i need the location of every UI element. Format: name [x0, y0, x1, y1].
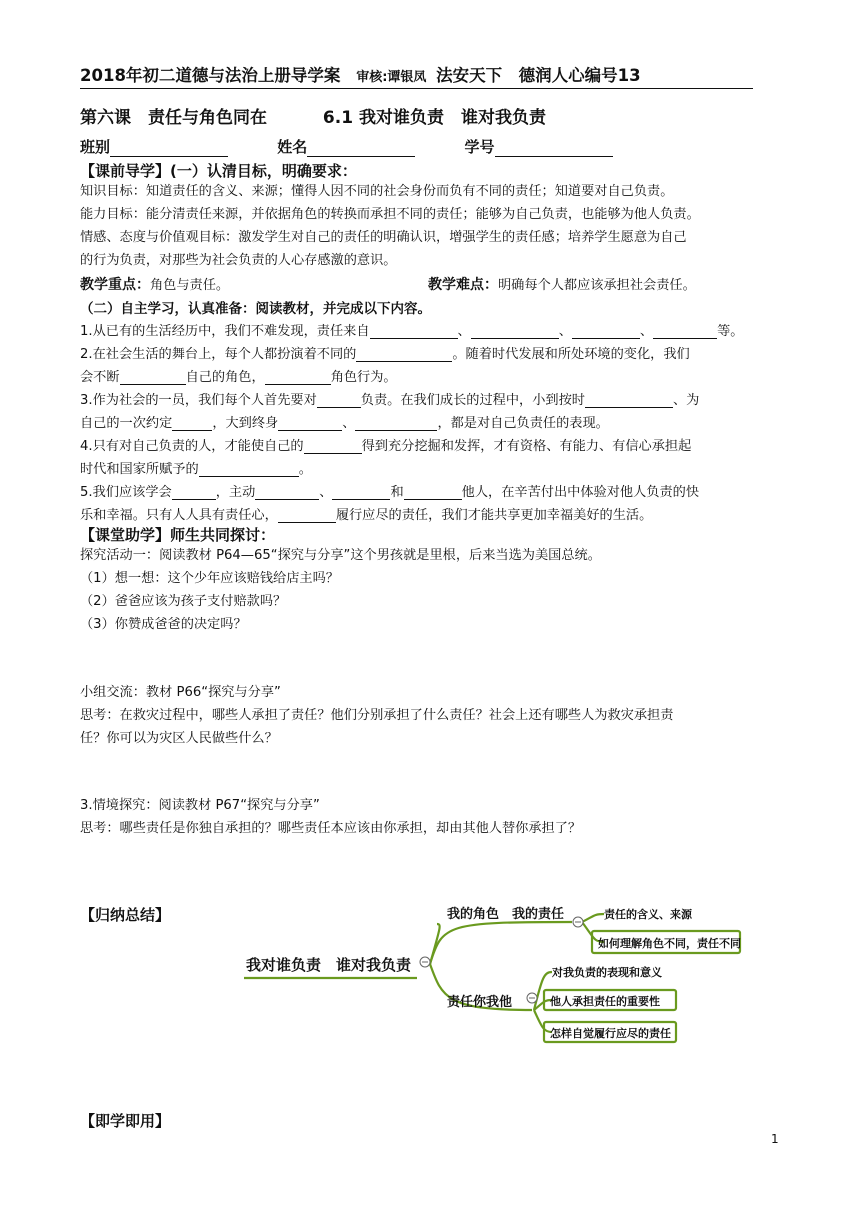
difficulty-label: 教学难点： — [428, 277, 498, 293]
difficulty-point — [428, 274, 696, 294]
q5-text-e: 乐和幸福。只有人人具有责任心， — [80, 508, 278, 523]
question-3-line-1 — [80, 389, 699, 408]
name-label: 姓名 — [277, 138, 308, 156]
preview-heading: 【课前导学】(一）认清目标，明确要求： — [80, 162, 357, 180]
q4-blank-1[interactable] — [304, 439, 362, 454]
mm-branch1: 我的角色 我的责任 — [447, 907, 565, 922]
section-name: 6.1 我对谁负责 谁对我负责 — [322, 108, 546, 128]
difficulty-value: 明确每个人都应该承担社会责任。 — [498, 278, 696, 293]
question-4-line-1 — [80, 435, 691, 454]
activity-1-q3: （3）你赞成爸爸的决定吗？ — [80, 617, 247, 632]
classroom-heading: 【课堂助学】师生共同探讨： — [80, 526, 276, 544]
q4-text-c: 时代和国家所赋予的 — [80, 462, 199, 477]
q2-blank-1[interactable] — [356, 347, 452, 362]
b1-link-1 — [582, 914, 604, 922]
knowledge-goal: 知识目标：知道责任的含义、来源；懂得人因不同的社会身份而负有不同的责任；知道要对自己负责。 — [80, 184, 674, 199]
q3-blank-3[interactable] — [172, 416, 212, 431]
q2-text-d: 自己的角色， — [185, 370, 265, 385]
q5-blank-1[interactable] — [172, 485, 216, 500]
q1-blank-2[interactable] — [471, 324, 559, 339]
q4-text-a: 4.只有对自己负责的人，才能使自己的 — [80, 439, 304, 454]
id-blank[interactable] — [495, 141, 613, 157]
mm-b2-leaf1: 对我负责的表现和意义 — [552, 966, 662, 979]
q3-text-d: 自己的一次约定 — [80, 416, 173, 431]
q1-sep-3: 、 — [639, 324, 654, 339]
mm-b2-leaf2: 他人承担责任的重要性 — [550, 995, 660, 1008]
mm-b2-leaf3: 怎样自觉履行应尽的责任 — [550, 1027, 671, 1040]
q1-blank-1[interactable] — [370, 324, 458, 339]
q3-blank-1[interactable] — [317, 393, 361, 408]
q4-text-d: 。 — [298, 462, 312, 477]
doc-header — [80, 62, 641, 86]
student-fields — [80, 136, 613, 157]
header-motto: 法安天下 德润人心 — [436, 66, 585, 85]
question-5-line-1 — [80, 481, 699, 500]
id-label: 学号 — [464, 138, 495, 156]
root-to-branch1 — [430, 922, 572, 964]
q3-blank-5[interactable] — [355, 416, 437, 431]
q3-text-f: ，都是对自己负责任的表现。 — [437, 416, 609, 431]
header-number: 编号13 — [584, 66, 641, 85]
q5-text-a: 5.我们应该学会 — [80, 485, 172, 500]
class-label: 班别 — [80, 138, 111, 156]
q2-blank-3[interactable] — [265, 370, 331, 385]
q2-blank-2[interactable] — [120, 370, 186, 385]
q5-text-f: 履行应尽的责任，我们才能共享更加幸福美好的生活。 — [335, 508, 653, 523]
q3-sep: 、 — [342, 416, 356, 431]
q3-text-b: 负责。在我们成长的过程中，小到按时 — [360, 393, 585, 408]
q3-blank-2[interactable] — [585, 393, 673, 408]
apply-heading: 【即学即用】 — [80, 1112, 171, 1130]
page-number: 1 — [771, 1132, 779, 1146]
q5-sep: 、 — [319, 485, 333, 500]
ability-goal: 能力目标：能分清责任来源，并依据角色的转换而承担不同的责任；能够为自己负责，也能够为他人负责。 — [80, 207, 700, 222]
header-title: 2018年初二道德与法治上册导学案 — [80, 66, 341, 85]
class-blank[interactable] — [110, 141, 228, 157]
self-study-heading: （二）自主学习，认真准备：阅读教材，并完成以下内容。 — [80, 301, 431, 317]
question-2-line-1 — [80, 343, 690, 362]
q5-text-d: 他人，在辛苦付出中体验对他人负责的快 — [461, 485, 700, 500]
q1-blank-3[interactable] — [572, 324, 640, 339]
key-point — [80, 274, 229, 294]
summary-heading: 【归纳总结】 — [80, 906, 171, 924]
header-reviewer: 审核:谭银凤 — [356, 70, 427, 85]
q5-text-c: 和 — [390, 485, 404, 500]
lesson-title — [80, 103, 546, 128]
q1-sep-1: 、 — [457, 324, 471, 339]
lesson-name: 第六课 责任与角色同在 — [80, 108, 267, 128]
q4-text-b: 得到充分挖掘和发挥，才有资格、有能力、有信心承担起 — [361, 439, 692, 454]
q1-blank-4[interactable] — [653, 324, 717, 339]
activity-1-q1: （1）想一想：这个少年应该赔钱给店主吗？ — [80, 571, 339, 586]
mm-branch2: 责任你我他 — [447, 995, 513, 1010]
q5-blank-5[interactable] — [278, 508, 336, 523]
group-exchange: 小组交流：教材 P66“探究与分享” — [80, 685, 281, 700]
q2-text-c: 会不断 — [80, 370, 120, 385]
q2-text-a: 2.在社会生活的舞台上，每个人都扮演着不同的 — [80, 347, 357, 362]
scenario: 3.情境探究：阅读教材 P67“探究与分享” — [80, 798, 320, 813]
q3-blank-4[interactable] — [278, 416, 342, 431]
key-value: 角色与责任。 — [150, 278, 230, 293]
key-label: 教学重点： — [80, 277, 150, 293]
q5-blank-2[interactable] — [255, 485, 319, 500]
q2-text-b: 。随着时代发展和所处环境的变化，我们 — [452, 347, 690, 362]
q3-text-e: ，大到终身 — [212, 416, 279, 431]
mm-b1-leaf1: 责任的含义、来源 — [604, 908, 692, 921]
q1-sep-2: 、 — [558, 324, 572, 339]
question-5-line-2 — [80, 504, 652, 523]
q3-text-a: 3.作为社会的一员，我们每个人首先要对 — [80, 393, 317, 408]
mm-root: 我对谁负责 谁对我负责 — [246, 956, 412, 974]
q4-blank-2[interactable] — [199, 462, 299, 477]
group-think-2: 任？你可以为灾区人民做些什么？ — [80, 731, 278, 746]
emotion-goal-2: 的行为负责，对那些为社会负责的人心存感激的意识。 — [80, 253, 397, 268]
q1-end: 等。 — [717, 324, 744, 339]
activity-1-q2: （2）爸爸应该为孩子支付赔款吗？ — [80, 594, 287, 609]
q1-text: 1.从已有的生活经历中，我们不难发现，责任来自 — [80, 324, 370, 339]
q5-text-b: ，主动 — [215, 485, 256, 500]
mind-map — [242, 898, 741, 1050]
question-1 — [80, 320, 743, 339]
scenario-think: 思考：哪些责任是你独自承担的？哪些责任本应该由你承担，却由其他人替你承担了？ — [80, 821, 582, 836]
activity-1: 探究活动一：阅读教材 P64—65“探究与分享”这个男孩就是里根，后来当选为美国总统。 — [80, 548, 601, 563]
question-2-line-2 — [80, 366, 397, 385]
emotion-goal-1: 情感、态度与价值观目标：激发学生对自己的责任的明确认识，增强学生的责任感；培养学生愿意为自己 — [80, 230, 687, 245]
q3-text-c: 、为 — [672, 393, 700, 408]
group-think-1: 思考：在救灾过程中，哪些人承担了责任？他们分别承担了什么责任？社会上还有哪些人为救灾承担责 — [80, 708, 674, 723]
q5-blank-3[interactable] — [332, 485, 390, 500]
header-rule — [80, 88, 753, 89]
q2-text-e: 角色行为。 — [330, 370, 397, 385]
q5-blank-4[interactable] — [404, 485, 462, 500]
name-blank[interactable] — [307, 141, 415, 157]
mm-b1-leaf2: 如何理解角色不同，责任不同 — [598, 937, 741, 950]
question-4-line-2 — [80, 458, 312, 477]
question-3-line-2 — [80, 412, 609, 431]
